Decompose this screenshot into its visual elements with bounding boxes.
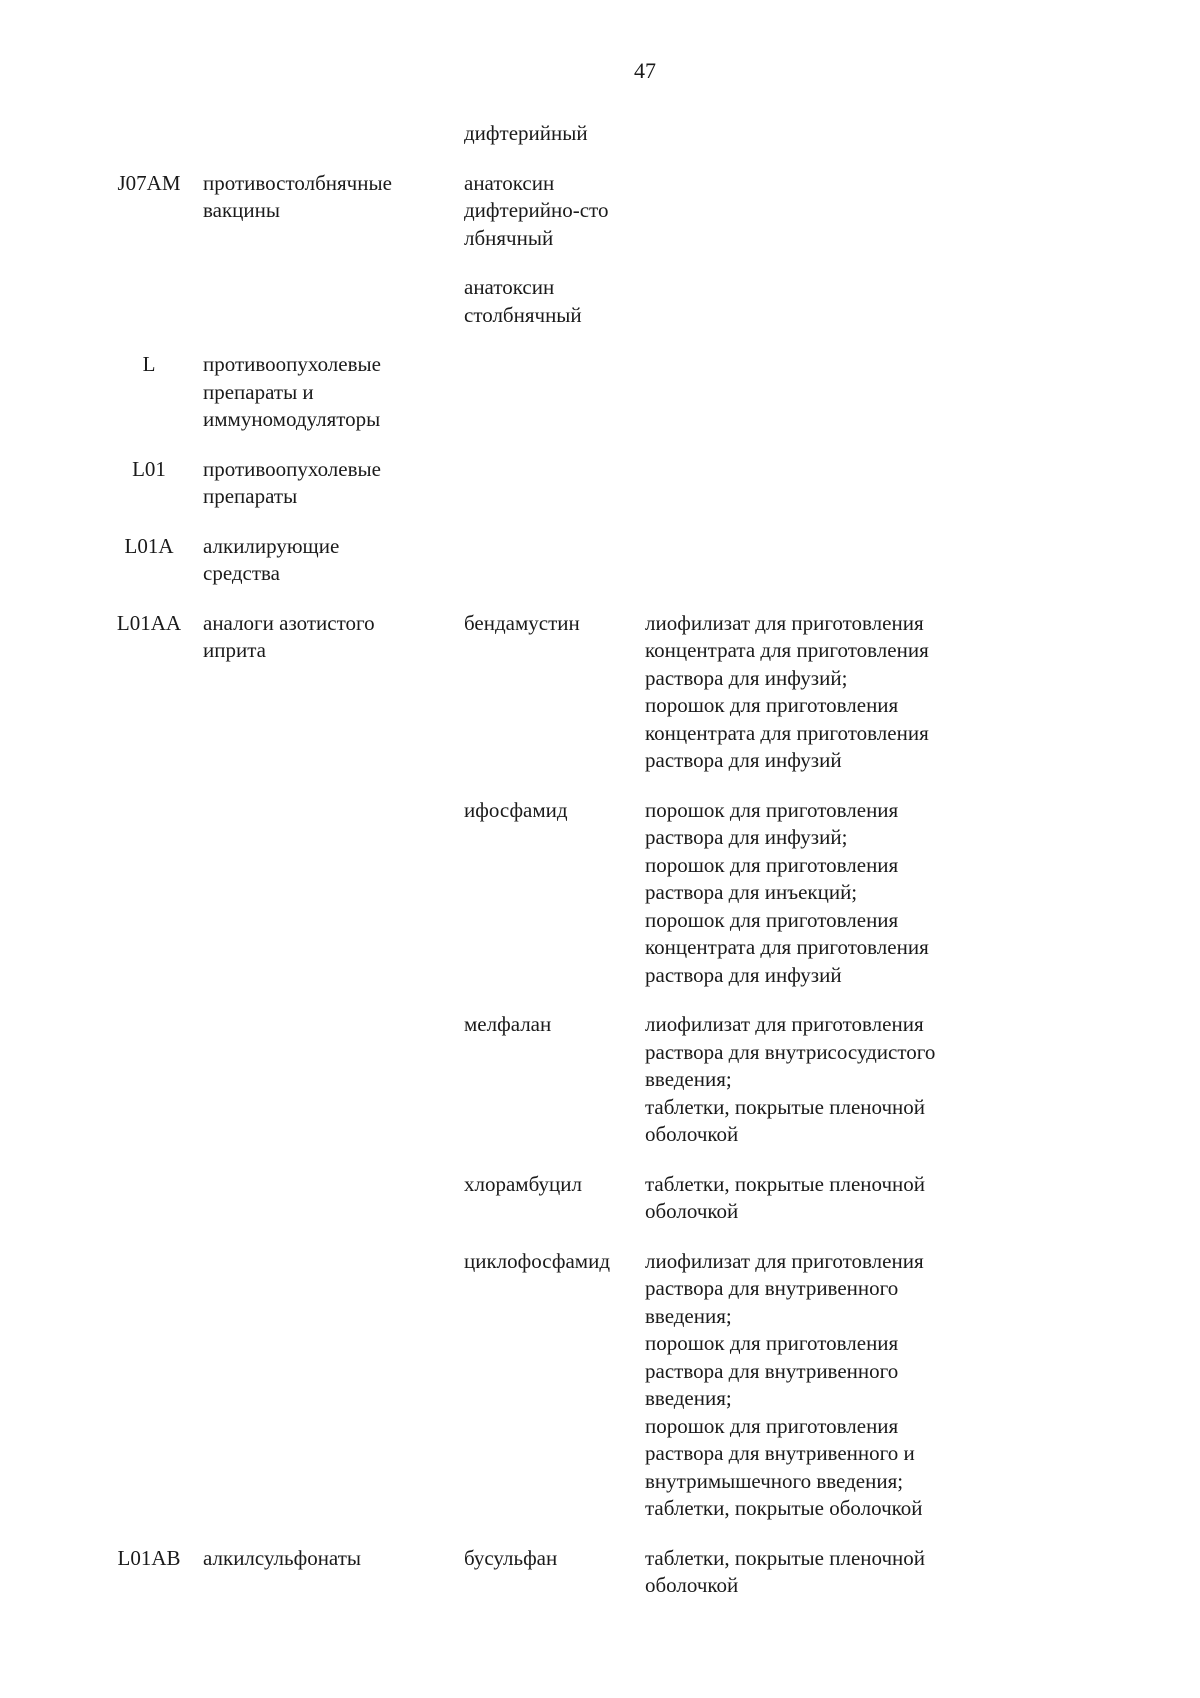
table-row [95,1545,1055,1600]
anatomical-therapeutic-group: противоопухолевые препараты [203,456,381,508]
drug-name: бендамустин [464,610,580,635]
dosage-form [645,533,985,588]
atc-code: L01 [132,456,166,481]
atc-code: J07AM [117,170,181,195]
table-row [95,120,1055,148]
drug-name [464,533,645,588]
atc-code: L01AA [116,610,182,635]
atc-code: L [142,352,156,376]
drug-name: анатоксин столбнячный [464,275,582,327]
atc-code [95,120,203,148]
dosage-form [645,274,985,329]
atc-code [95,1171,203,1226]
atc-code [95,797,203,990]
dosage-form [645,170,985,253]
anatomical-therapeutic-group: противоопухолевые препараты и иммуномодуляторы [203,352,381,431]
table-row [95,610,1055,775]
anatomical-therapeutic-group [203,1248,464,1523]
atc-code: L01A [124,533,174,558]
drug-classification-table [95,120,1055,1622]
drug-name: циклофосфамид [464,1248,611,1273]
table-row [95,533,1055,588]
drug-name: дифтерийный [464,121,588,145]
dosage-form [645,120,985,148]
anatomical-therapeutic-group: противостолбнячные вакцины [203,170,392,222]
anatomical-therapeutic-group: аналоги азотистого иприта [203,610,375,662]
table-row [95,456,1055,511]
dosage-form [645,456,985,511]
atc-code: L01AB [117,1545,181,1570]
dosage-form: порошок для приготовления раствора для инфузий; порошок для приготовления раствора для инъекций; порошок для приготовления концентрата для приготовления раствора для инфузий [645,797,929,987]
dosage-form [645,351,985,434]
dosage-form: таблетки, покрытые пленочной оболочкой [645,1545,926,1597]
table-row [95,797,1055,990]
drug-name [464,351,645,434]
drug-name: ифосфамид [464,797,568,822]
table-row [95,1011,1055,1149]
drug-name: мелфалан [464,1012,552,1036]
dosage-form: лиофилизат для приготовления раствора для внутривенного введения; порошок для приготовления раствора для внутривенного введения; порошок для приготовления раствора для внутривенного и внутримышечного введения; таблетки, покрытые оболочкой [645,1248,924,1520]
anatomical-therapeutic-group [203,274,464,329]
dosage-form: таблетки, покрытые пленочной оболочкой [645,1171,926,1223]
table-row [95,170,1055,253]
table-row [95,274,1055,329]
atc-code [95,1248,203,1523]
page-number [0,58,1200,84]
dosage-form: лиофилизат для приготовления концентрата для приготовления раствора для инфузий; порошок для приготовления концентрата для приготовления раствора для инфузий [645,610,929,772]
anatomical-therapeutic-group [203,1011,464,1149]
table-row [95,1171,1055,1226]
table-row [95,1248,1055,1523]
dosage-form: лиофилизат для приготовления раствора для внутрисосудистого введения; таблетки, покрытые пленочной оболочкой [645,1012,936,1146]
anatomical-therapeutic-group: алкилсульфонаты [203,1545,361,1570]
drug-name: бусульфан [464,1545,558,1570]
drug-name: анатоксин дифтерийно-сто лбнячный [464,170,609,250]
anatomical-therapeutic-group [203,120,464,148]
anatomical-therapeutic-group: алкилирующие средства [203,533,340,585]
anatomical-therapeutic-group [203,797,464,990]
atc-code [95,274,203,329]
atc-code [95,1011,203,1149]
drug-name: хлорамбуцил [464,1171,582,1196]
drug-name [464,456,645,511]
table-row [95,351,1055,434]
page-number-text: 47 [634,58,656,83]
anatomical-therapeutic-group [203,1171,464,1226]
